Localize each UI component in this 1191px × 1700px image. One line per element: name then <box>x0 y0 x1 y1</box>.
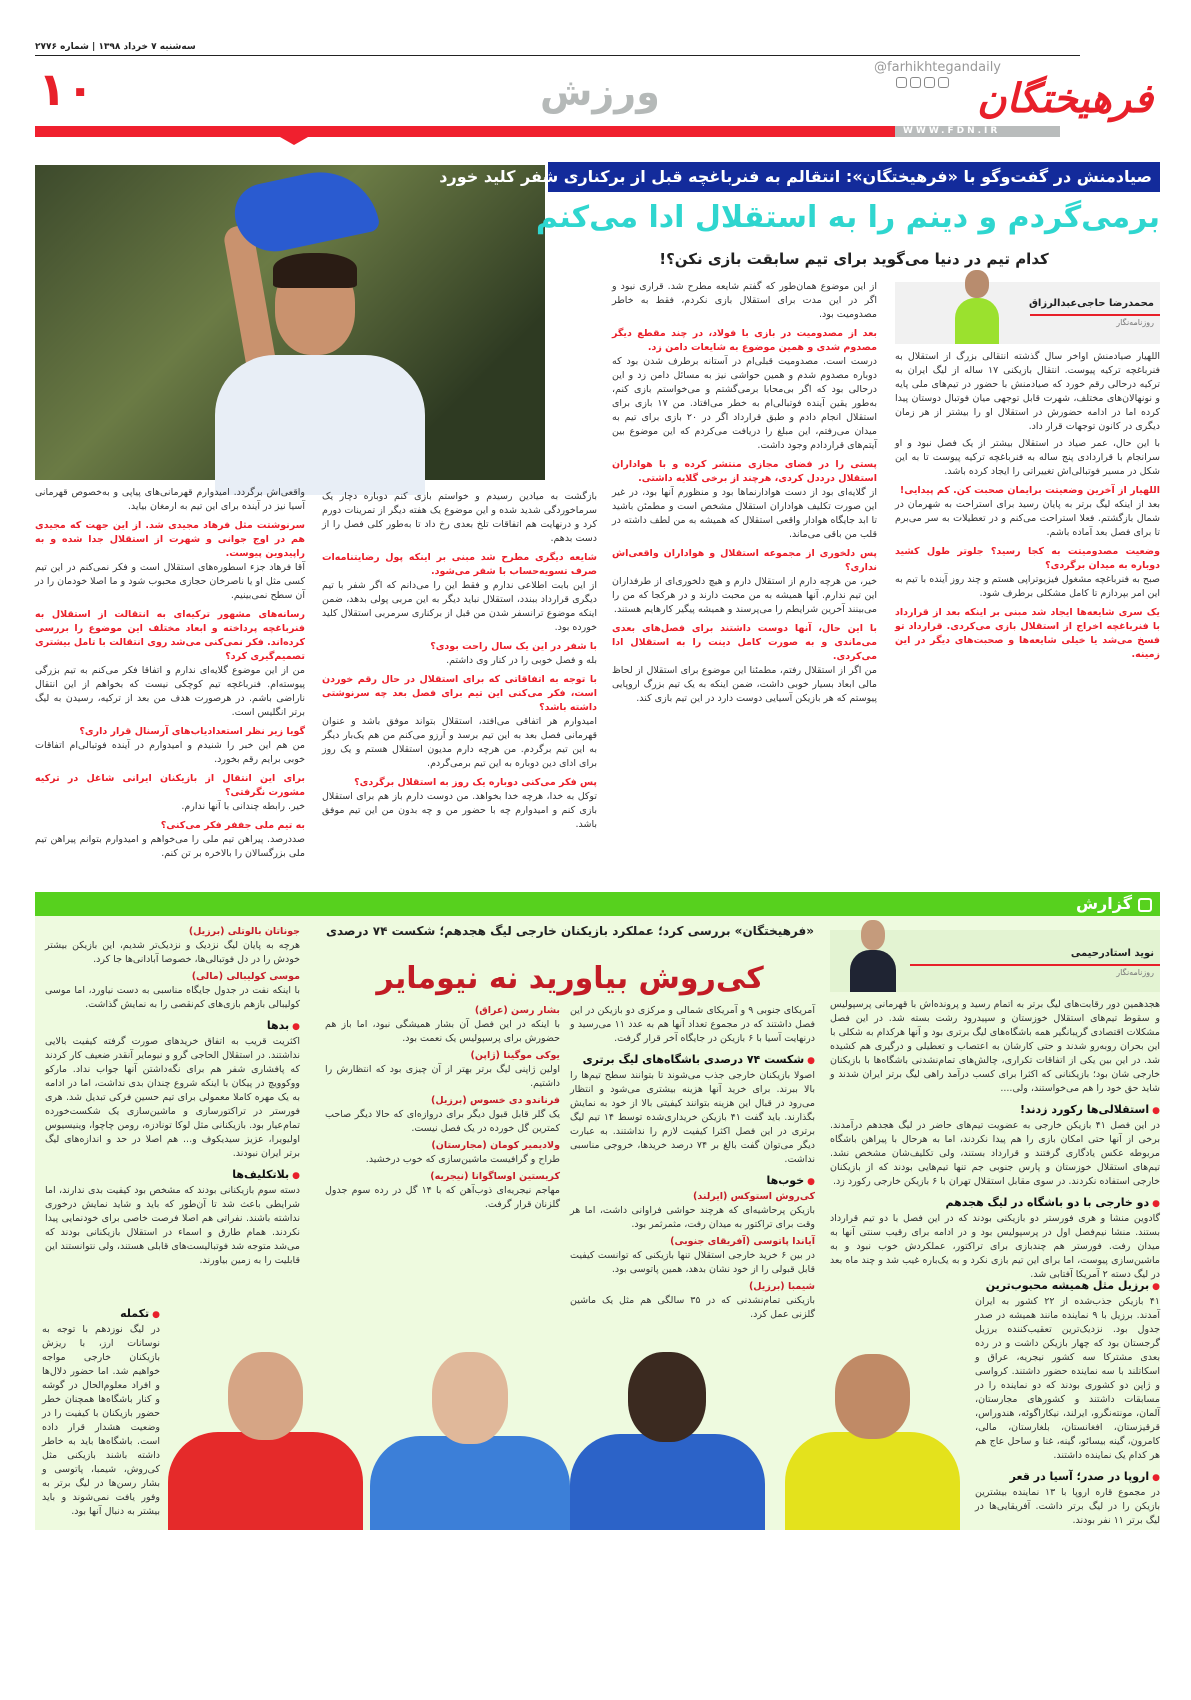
issue-date-line: سه‌شنبه ۷ خرداد ۱۳۹۸ | شماره ۲۷۷۶ <box>35 42 196 52</box>
lead-author-box <box>895 282 1160 344</box>
report-subheading: ● دو خارجی با دو باشگاه در لیگ هجدهم <box>830 1195 1160 1212</box>
lead-photo-player-with-flag <box>35 165 545 480</box>
report-subheading: ● شکست ۷۴ درصدی باشگاه‌های لیگ برتری <box>570 1052 815 1069</box>
report-column-3: بشار رسن (عراق) با اینکه در این فصل آن بشار همیشگی نبود، اما باز هم حضورش برای پرسپولیس یک نعمت بود. یوکی موگینا (ژاپن) اولین ژاپنی لیگ برتر بهتر از آن چیزی بود که انتظارش را داشتیم. فرناندو دی خسوس (برزیل) یک گلر قابل قبول دیگر برای دروازه‌ای که حالا دیگر صاحب کمترین گل خورده در یک فصل نیست. ولادیمیر کومان (مجارستان) طراح و گرافیست ماشین‌سازی که خوب درخشید. کریستین اوساگوانا (نیجریه) مهاجم نیجریه‌ای ذوب‌آهن که با ۱۴ گل در رده سوم جدول گلزنان قرار گرفت. <box>325 1005 560 1210</box>
player-photo-yellow-kit <box>780 1352 965 1530</box>
lead-subhead: کدام تیم در دنیا می‌گوید برای تیم سابقت بازی نکن؟! <box>659 250 1049 268</box>
report-column-4: جوناتان بالوتلی (برزیل) هرچه به پایان لیگ نزدیک و نزدیک‌تر شدیم، این بازیکن بیشتر خودش را در دل فوتبالی‌ها، خصوصا آبادانی‌ها جا کرد. موسی کولیبالی (مالی) با اینکه نفت در جدول جایگاه مناسبی به دست نیاورد، اما موسی کولیبالی بازهم بازی‌های کم‌نقصی را به نمایش گذاشت. ● بدها اکثریت قریب به اتفاق خریدهای صورت گرفته کیفیت بالایی نداشتند. در استقلال الحاجی گرو و نیومایر آنقدر ضعیف کار کردند که پافشاری شفر هم برای نگه‌داشتن آنها جواب نداد. مارکو ووکوویچ در پیکان با اینکه شروع چندان بدی نداشت، اما در ادامه به یک مهره کاملا معمولی برای تیم حسین فرکی تبدیل شد. هری فورستر در تراکتورسازی و ماشین‌سازی یک شکست‌خورده تمام‌عیار بود. بازیکنانی مثل لوکا تونادزه، رومن چاچوا، وینیسیوس اولیویرا، عزیز سیدیکوف و... هم اصلا در حد و اندازه‌های لیگ برتر ایران نبودند. ● بلاتکلیف‌ها دسته سوم بازیکنانی بودند که مشخص بود کیفیت بدی ندارند، اما شرایطی باعث شد تا آن‌طور که باید و شاید نمایش درخوری نداشته باشند. نفراتی هم اصلا فرصت خاصی برای خودنمایی پیدا نکردند. همام طارق و اسماء در استقلال بازیکنانی بودند که می‌شد متوجه شد فوتبالیست‌های قابلی هستند، ولی نتوانستند این قابلیت را به زمین بیاورند. <box>45 925 300 1297</box>
header-red-bar <box>35 126 895 137</box>
report-subheading: ● خوب‌ها <box>570 1173 815 1190</box>
report-section-bar <box>35 892 1160 916</box>
question: پس فکر می‌کنی دوباره یک روز به استقلال برگردی؟ <box>354 777 597 788</box>
report-subheading: ● بلاتکلیف‌ها <box>45 1167 300 1184</box>
report-section-label: گزارش <box>1076 892 1152 916</box>
player-photo-blue-kit-1 <box>570 1352 765 1530</box>
author-role: روزنامه‌نگار <box>1116 968 1154 977</box>
report-column-1: هجدهمین دور رقابت‌های لیگ برتر به اتمام رسید و پرونده‌اش با قهرمانی پرسپولیس و سقوط تیم‌های استقلال خوزستان و سپیدرود رشت بسته شد. در این فصل مشکلات اقتصادی گریبانگیر همه باشگاه‌های لیگ برتری بود و آنها هرکدام به شکلی با این بحران روبه‌رو شدند و حتی کارشان به اعتصاب و تعطیلی و درگیری هم کشیده شد. در این بین یکی از اتفاقات تکراری، چالش‌های تمام‌نشدنی باشگاه‌ها با بازیکنان خارجی شان بود؛ بازیکنانی که اکثرا برای کسب درآمد راهی لیگ برتر ایران شدند و شاید حق خود را هم می‌خواستند، ولی.... ● استقلالی‌ها رکورد زدند! در این فصل ۴۱ بازیکن خارجی به عضویت تیم‌های حاضر در لیگ هجدهم درآمدند. برخی از آنها حتی امکان بازی را هم پیدا نکردند، اما به هرحال با پیراهن باشگاه مربوطه عکس یادگاری گرفتند و قرارداد بستند، ولی تکلیف‌شان مشخص نشد. تیم‌های استقلال خوزستان و پارس جنوبی جم تنها تیم‌هایی بودند که از بازیکنان خارجی استفاده نکردند. در سوی مقابل استقلال تهران با ۶ بازیکن خارجی رکورد زد. ● دو خارجی با دو باشگاه در لیگ هجدهم گادوین منشا و هری فورستر دو بازیکنی بودند که در این فصل با دو تیم قرارداد بستند. منشا نیم‌فصل اول در پرسپولیس بود و در ادامه برای رقیب سنتی آنها به میدان رفت. فورستر هم چندبازی برای تراکتور، عملکردش خوب نبود و به ماشین‌سازی پیوست، اما برای این تیم بازی نکرد و به یک‌باره غیب شد و چند ماه بعد در لیگ دسته ۲ آمریکا آفتابی شد. <box>830 998 1160 1270</box>
question: وضعیت مصدومیتت به کجا رسید؟ جلوتر طول کشید دوباره به میدان برگردی؟ <box>895 546 1160 571</box>
question: بعد از مصدومیت در بازی با فولاد، در چند مقطع دیگر مصدوم شدی و همین موضوع به شایعات دامن زد. <box>612 328 877 353</box>
question: رسانه‌های مشهور ترکیه‌ای به انتقالت از استقلال به فنرباغچه پرداخته و ابعاد مختلف این موضوع را بررسی کرده‌اند. فکر نمی‌کنی می‌شد روی انتقالت با تامل بیشتری تصمیم‌گیری کرد؟ <box>35 609 305 662</box>
report-icon <box>1138 898 1152 912</box>
lead-column-2: از این موضوع همان‌طور که گفتم شایعه مطرح شد. قراری نبود و اگر در این مدت برای استقلال بازی نکردم، فقط به خاطر مصدومیت بود. بعد از مصدومیت در بازی با فولاد، در چند مقطع دیگر مصدوم شدی و همین موضوع به شایعات دامن زد. درست است. مصدومیت قبلی‌ام در آستانه برطرف شدن بود که دوباره مصدوم شدم و همین حواشی نیز به مسائل دامن زد و این درحالی بود که اگر بی‌محابا برمی‌گشتم و می‌خواستم بازی کنم، به‌طور یقین آینده فوتبالی‌ام به خطر می‌افتاد. من ۱۷ بازی برای استقلال انجام دادم و طبق قرارداد اگر در ۲۰ بازی برای تیم به میدان می‌رفتم، این مبلغ را دریافت می‌کردم که این موضوع بین آیتم‌های قراردادم وجود داشت. پستی را در فضای مجازی منتشر کرده و با هواداران استقلال درددل کردی، هرچند از برخی گلایه داشتی. از گلایه‌ای بود از دست هوادارنماها بود و منظورم آنها بود، در غیر این صورت تکلیف هواداران استقلال مشخص است و مطمئن باشید تا ابد جایگاه هوادار واقعی استقلال که همیشه به من لطف داشته در قلب من باقی می‌ماند. پس دلخوری از مجموعه استقلال و هواداران واقعی‌اش نداری؟ خیر، من هرچه دارم از استقلال دارم و هیچ دلخوری‌ای از طرفداران این تیم ندارم. آنها همیشه به من محبت دارند و در هرکجا که من را می‌بینند آخرین شرایطم را می‌پرسند و همیشه پیگیر کارهایم هستند. با این حال، آنها دوست داشتند برای فصل‌های بعدی می‌ماندی و به صورت کامل دینت را به استقلال ادا می‌کردی. من اگر از استقلال رفتم، مطمئنا این موضوع برای استقلال از لحاظ مالی ابعاد بسیار خوبی داشت، ضمن اینکه به یک تیم بزرگ اروپایی پیوستم که هر بازیکن آسیایی دوست دارد در این تیم بازی کند. <box>612 281 878 704</box>
question: با شفر در این یک سال راحت بودی؟ <box>430 641 597 652</box>
website-url[interactable]: WWW.FDN.IR <box>895 126 1060 137</box>
lead-column-4: واقعی‌اش برگردد. امیدوارم قهرمانی‌های پیاپی و به‌خصوص قهرمانی آسیا نیز در آینده برای این تیم به ارمغان بیاید. سرنوشتت مثل فرهاد مجیدی شد. از این جهت که مجیدی هم در اوج جوانی و شهرت از استقلال جدا شده و به راپیدوین پیوست. آقا فرهاد جزء اسطوره‌های استقلال است و فکر نمی‌کنم در این تیم کسی مثل او یا ناصرخان حجازی محبوب شود و ما اصلا خودمان را در آن سطح نمی‌بینیم. رسانه‌های مشهور ترکیه‌ای به انتقالت از استقلال به فنرباغچه پرداخته و ابعاد مختلف این موضوع را بررسی کرده‌اند. فکر نمی‌کنی می‌شد روی انتقالت با تامل بیشتری تصمیم‌گیری کرد؟ من از این موضوع گلایه‌ای ندارم و اتفاقا فکر می‌کنم به تیم بزرگی پیوسته‌ام. فنرباغچه تیم کوچکی نیست که بخواهم از این انتقال ناراضی باشم. در هرصورت هدف من بعد از ترکیه، رسیدن به لیگ برتر انگلیس است. گویا زیر نظر استعدادیاب‌های آرسنال قرار داری؟ من هم این خبر را شنیدم و امیدوارم در آینده فوتبالی‌ام اتفاقات خوبی برایم رقم بخورد. برای این انتقال از بازیکنان ایرانی شاغل در ترکیه مشورت نگرفتی؟ خیر. رابطه چندانی با آنها ندارم. به تیم ملی جففر فکر می‌کنی؟ صددرصد. پیراهن تیم ملی را می‌خواهم و امیدوارم بتوانم پیراهن تیم ملی بزرگسالان را بالاخره بر تن کنم. <box>35 487 305 859</box>
author-photo <box>955 270 999 344</box>
question: با این حال، آنها دوست داشتند برای فصل‌های بعدی می‌ماندی و به صورت کامل دینت را به استقلال ادا می‌کردی. <box>612 623 877 662</box>
report-subheading: ● استقلالی‌ها رکورد زدند! <box>830 1102 1160 1119</box>
report-kicker: «فرهیختگان» بررسی کرد؛ عملکرد بازیکنان خارجی لیگ هجدهم؛ شکست ۷۴ درصدی <box>325 924 815 938</box>
lead-kicker: صیادمنش در گفت‌وگو با «فرهیختگان»: انتقالم به فنرباغچه قبل از برکناری شفر کلید خورد <box>548 162 1160 192</box>
question: سرنوشتت مثل فرهاد مجیدی شد. از این جهت که مجیدی هم در اوج جوانی و شهرت از استقلال جدا شده و به راپیدوین پیوست. <box>35 520 305 559</box>
question: پستی را در فضای مجازی منتشر کرده و با هواداران استقلال درددل کردی، هرچند از برخی گلایه داشتی. <box>612 459 877 484</box>
report-subheading: ● اروپا در صدر؛ آسیا در قعر <box>975 1469 1160 1486</box>
instagram-icon[interactable] <box>896 77 907 88</box>
question: پس دلخوری از مجموعه استقلال و هواداران واقعی‌اش نداری؟ <box>612 548 877 573</box>
social-handle[interactable]: @farhikhtegandaily <box>874 60 1001 75</box>
report-author-box <box>830 930 1160 992</box>
header-rule <box>35 55 1080 56</box>
question: با توجه به اتفاقاتی که برای استقلال در حال رقم خوردن است، فکر می‌کنی این تیم برای فصل بعد چه سرنوشتی داشته باشد؟ <box>322 674 597 713</box>
lead-headline[interactable]: برمی‌گردم و دینم را به استقلال ادا می‌کنم <box>535 200 1160 235</box>
lead-column-1: اللهیار صیادمنش اواخر سال گذشته انتقالی بزرگ از استقلال به فنرباغچه ترکیه پیوست. انتقال بازیکنی ۱۷ ساله از لیگ ایران به ترکیه درحالی رقم خورد که صیادمنش با حضور در تیم‌های ملی پایه و نونهالان‌های مختلف، شهرت قابل توجهی میان فوتبال دوستان پیدا کرده اما در ادامه حضورش در استقلال او را بیشتر از هر زمان دیگری در کانون توجهات قرار داد. با این حال، عمر صیاد در استقلال بیشتر از یک فصل نبود و او سرانجام با قراردادی پنج ساله به فنرباغچه ترکیه پیوست تا به این شکل در مسیر فوتبالی‌اش تغییراتی را ایجاد کرده باشد. اللهیار از آخرین وضعیتت برایمان صحبت کن. کم پیدایی! بعد از اینکه لیگ برتر به پایان رسید برای استراحت به شهرمان در شمال بازگشتم. فعلا استراحت می‌کنم و در تعطیلات به سر می‌برم تا برای فصل بعد آماده باشم. وضعیت مصدومیتت به کجا رسید؟ جلوتر طول کشید دوباره به میدان برگردی؟ صبح به فنرباغچه مشغول فیزیوتراپی هستم و چند روز آینده با تیم به این امر بپردازم تا کامل مشکلی برطرف شود. یک سری شایعه‌ها ایجاد شد مبنی بر اینکه بعد از قرارداد با فنرباغچه اخراج از استقلال بازی می‌کردی. قرارداد تو فسخ می‌شد یا خیلی شایعه‌ها و صحبت‌های دیگر در این زمینه. <box>895 351 1160 660</box>
question: به تیم ملی جففر فکر می‌کنی؟ <box>160 820 305 831</box>
question: اللهیار از آخرین وضعیتت برایمان صحبت کن. کم پیدایی! <box>899 485 1160 496</box>
report-subheading: ● تکمله <box>42 1306 160 1323</box>
author-role: روزنامه‌نگار <box>1116 318 1154 327</box>
report-column-1-bottom: ● برزیل مثل همیشه محبوب‌ترین ۴۱ بازیکن جذب‌شده از ۲۲ کشور به ایران آمدند. برزیل با ۹ نماینده مانند همیشه در صدر جدول بود. نزدیک‌ترین تعقیب‌کننده برزیل گرجستان بود که چهار بازیکن داشت و در رده بعدی مشترکا سه کشور نیجریه، عراق و اسکاتلند با سه نماینده حضور داشتند. کرواسی و ژاپن دو کشوری بودند که دو نماینده را در مسابقات داشتند و کشورهای مجارستان، آلمان، مونته‌نگرو، ایرلند، نیکاراگوئه، هندوراس، قرقیزستان، افغانستان، بلغارستان، مالی، کامرون، گینه بیسائو، گینه، غنا و ساحل عاج هم هر کدام یک نماینده داشتند. ● اروپا در صدر؛ آسیا در قعر در مجموع قاره اروپا با ۱۳ نماینده بیشترین بازیکن را در لیگ برتر داشت. آفریقایی‌ها در لیگ برتر ۱۱ نفر بودند. <box>975 1272 1160 1528</box>
eitaa-icon[interactable] <box>938 77 949 88</box>
player-photo-blue-kit-2 <box>370 1352 570 1530</box>
question: گویا زیر نظر استعدادیاب‌های آرسنال قرار داری؟ <box>79 726 305 737</box>
section-title: ورزش <box>540 70 660 114</box>
author-name: محمدرضا حاجی‌عبدالرزاق <box>1028 298 1154 309</box>
page-number: ۱۰ <box>38 62 95 116</box>
twitter-icon[interactable] <box>924 77 935 88</box>
question: شایعه دیگری مطرح شد مبنی بر اینکه پول رضایتنامه‌ات صرف تسویه‌حساب با شفر می‌شود. <box>322 552 597 577</box>
newspaper-logo[interactable]: فرهیختگان <box>977 75 1153 122</box>
social-icons <box>896 77 949 88</box>
report-subheading: ● بدها <box>45 1018 300 1035</box>
author-name: نوید استادرحیمی <box>1070 948 1154 959</box>
report-subheading: ● برزیل مثل همیشه محبوب‌ترین <box>975 1278 1160 1295</box>
question: برای این انتقال از بازیکنان ایرانی شاغل در ترکیه مشورت نگرفتی؟ <box>35 773 305 798</box>
player-photo-red-kit <box>168 1352 363 1530</box>
lead-column-3: بازگشت به میادین رسیدم و خواستم بازی کنم دوباره دچار یک سرماخوردگی شدید شده و این موضوع یک هفته دیگر از تمرینات دورم کرد و درنهایت هم اتفاقات تلخ بعدی رخ داد تا به‌طور کلی فصل را از دست بدهم. شایعه دیگری مطرح شد مبنی بر اینکه پول رضایتنامه‌ات صرف تسویه‌حساب با شفر می‌شود. از این بابت اطلاعی ندارم و فقط این را می‌دانم که اگر شفر با تیم دیگری قرارداد ببندد، استقلال نباید دیگر به این مربی پولی بدهد، ضمن اینکه موضوع ترانسفر شدن من قبل از برکناری سرمربی استقلال کلید خورده بود. با شفر در این یک سال راحت بودی؟ بله و فصل خوبی را در کنار وی داشتم. با توجه به اتفاقاتی که برای استقلال در حال رقم خوردن است، فکر می‌کنی این تیم برای فصل بعد چه سرنوشتی داشته باشد؟ امیدوارم هر اتفاقی می‌افتد، استقلال بتواند موفق باشد و عنوان قهرمانی فصل بعد به این تیم برسد و آرزو می‌کنم من هم یک‌بار دیگر به این تیم برگردم. من هرچه دارم مدیون استقلال هستم و یک روز برای ادای دین دوباره به این تیم برمی‌گردم. پس فکر می‌کنی دوباره یک روز به استقلال برگردی؟ توکل به خدا، هرچه خدا بخواهد. من دوست دارم باز هم برای استقلال بازی کنم و امیدوارم چه با حضور من و چه بدون من این تیم موفق باشد. <box>322 491 597 830</box>
report-column-4-bottom: ● تکمله در لیگ نوزدهم با توجه به نوسانات ارز، با ریزش بازیکنان خارجی مواجه خواهیم شد. اما حضور دلال‌ها و افراد معلوم‌الحال در گوشه و کنار باشگاه‌ها همچنان خطر حضور بازیکنان با کیفیت را در وضعیت هشدار قرار داده است. باشگاه‌ها باید به خاطر داشته باشند بازیکنی مثل کی‌روش، شیمبا، پاتوسی و بشار رسن‌ها در لیگ برتر به وفور یافت نمی‌شوند و باید بیشتر به دنبال آنها بود. <box>42 1300 160 1528</box>
telegram-icon[interactable] <box>910 77 921 88</box>
report-column-2: آمریکای جنوبی ۹ و آمریکای شمالی و مرکزی دو بازیکن در این فصل داشتند که در مجموع تعداد آنها هم به عدد ۱۱ می‌رسید و درنهایت آسیا با ۶ بازیکن در جایگاه آخر قرار گرفت. ● شکست ۷۴ درصدی باشگاه‌های لیگ برتری اصولا بازیکنان خارجی جذب می‌شوند تا بتوانند سطح تیم‌ها را بالا ببرند. برای خرید آنها هزینه بیشتری می‌شود و انتظار می‌رود در قبال این هزینه بتوانند کیفیتی بالا از خود به نمایش بگذارند. باید گفت ۴۱ بازیکن خریداری‌شده توسط ۱۴ تیم لیگ برتری در این فصل اکثرا کیفیت لازم را نداشتند. به عبارت دیگر می‌توان گفت بالغ بر ۷۴ درصد خریدها، خروجی مناسبی نداشت. ● خوب‌ها کی‌روش استوکس (ایرلند) بازیکن پرحاشیه‌ای که هرچند حواشی فراوانی داشت، اما هر وقت برای تراکتور به میدان رفت، مثمرثمر بود. آیاندا پاتوسی (آفریقای جنوبی) در بین ۶ خرید خارجی استقلال تنها بازیکنی که توانست کیفیت قابل قبولی را از خود نشان بدهد، همین پاتوسی بود. شیمبا (برزیل) بازیکنی تمام‌نشدنی که در ۳۵ سالگی هم مثل یک ماشین گلزنی عمل کرد. <box>570 1004 815 1346</box>
author-photo <box>850 920 896 992</box>
question: یک سری شایعه‌ها ایجاد شد مبنی بر اینکه بعد از قرارداد با فنرباغچه اخراج از استقلال بازی می‌کردی. قرارداد تو فسخ می‌شد یا خیلی شایعه‌ها و صحبت‌های دیگر در این زمینه. <box>895 607 1160 660</box>
report-headline[interactable]: کی‌روش بیاورید نه نیومایر <box>376 961 764 996</box>
